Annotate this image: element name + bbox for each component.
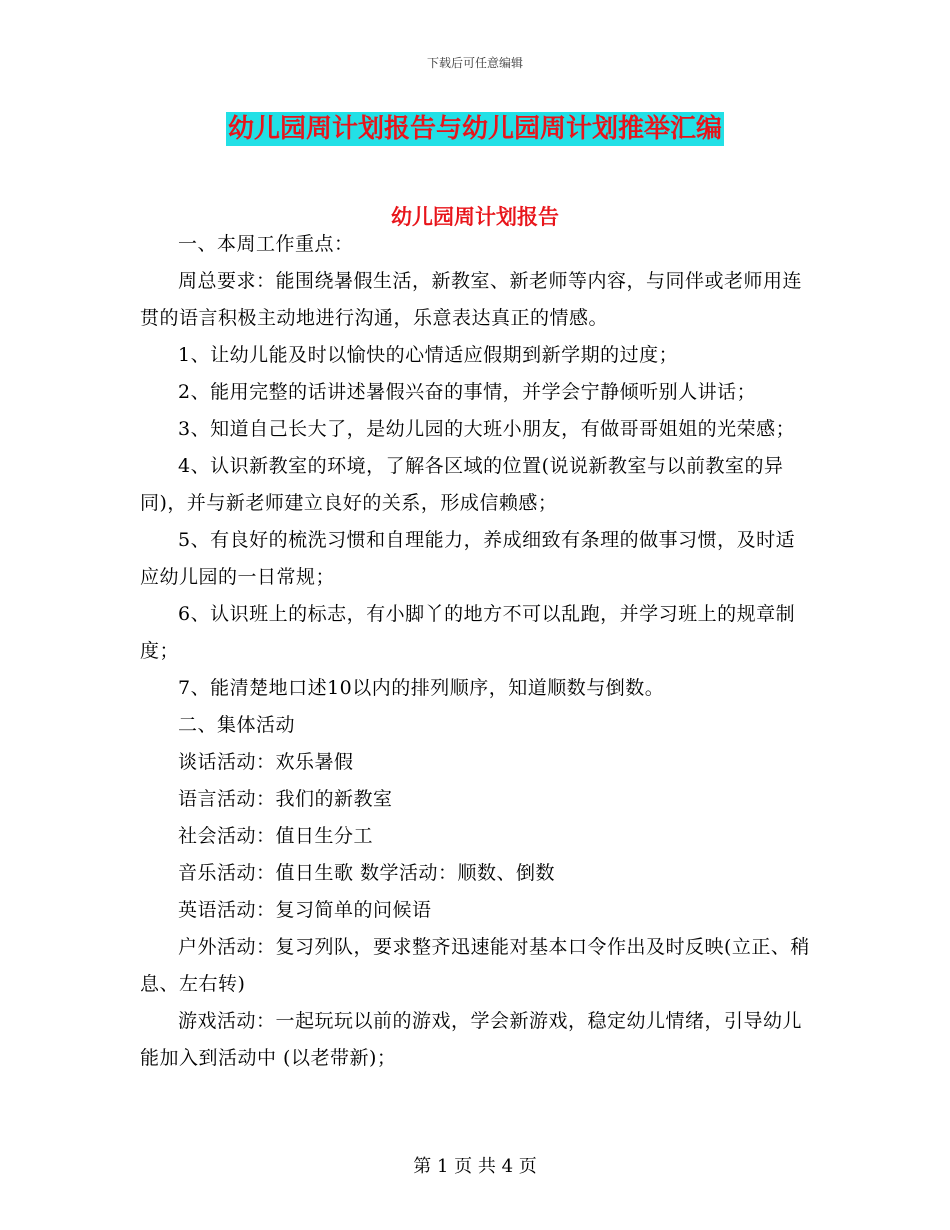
paragraph-item-2: 2、能用完整的话讲述暑假兴奋的事情，并学会宁静倾听别人讲话； xyxy=(178,381,757,403)
activity-talk: 谈话活动：欢乐暑假 xyxy=(178,751,354,773)
activity-music-math: 音乐活动：值日生歌 数学活动：顺数、倒数 xyxy=(178,862,556,884)
paragraph-item-7: 7、能清楚地口述10以内的排列顺序，知道顺数与倒数。 xyxy=(178,677,665,699)
activity-outdoor: 户外活动：复习列队，要求整齐迅速能对基本口令作出及时反映(立正、稍息、左右转) xyxy=(140,936,810,995)
document-body xyxy=(140,226,810,1077)
paragraph-heading-2: 二、集体活动 xyxy=(178,714,296,736)
paragraph-item-5: 5、有良好的梳洗习惯和自理能力，养成细致有条理的做事习惯，及时适应幼儿园的一日常规； xyxy=(140,529,796,588)
page-number-footer: 第 1 页 共 4 页 xyxy=(413,1156,537,1177)
paragraph-summary: 周总要求：能围绕暑假生活，新教室、新老师等内容，与同伴或老师用连贯的语言积极主动地进行沟通，乐意表达真正的情感。 xyxy=(140,270,803,329)
activity-social: 社会活动：值日生分工 xyxy=(178,825,374,847)
paragraph-heading-1: 一、本周工作重点： xyxy=(178,233,354,255)
paragraph-item-1: 1、让幼儿能及时以愉快的心情适应假期到新学期的过度； xyxy=(178,344,679,366)
activity-english: 英语活动：复习简单的问候语 xyxy=(178,899,432,921)
document-title-wrap xyxy=(0,112,950,146)
activity-language: 语言活动：我们的新教室 xyxy=(178,788,393,810)
paragraph-item-6: 6、认识班上的标志，有小脚丫的地方不可以乱跑，并学习班上的规章制度； xyxy=(140,603,796,662)
header-note: 下载后可任意编辑 xyxy=(426,56,523,70)
paragraph-item-4: 4、认识新教室的环境，了解各区域的位置(说说新教室与以前教室的异同)，并与新老师建立良好的关系，形成信赖感； xyxy=(140,455,784,514)
section-title: 幼儿园周计划报告 xyxy=(391,205,559,229)
activity-game: 游戏活动：一起玩玩以前的游戏，学会新游戏，稳定幼儿情绪，引导幼儿能加入到活动中 (以老带新)； xyxy=(140,1010,803,1069)
paragraph-item-3: 3、知道自己长大了，是幼儿园的大班小朋友，有做哥哥姐姐的光荣感； xyxy=(178,418,796,440)
document-title: 幼儿园周计划报告与幼儿园周计划推举汇编 xyxy=(227,114,722,144)
